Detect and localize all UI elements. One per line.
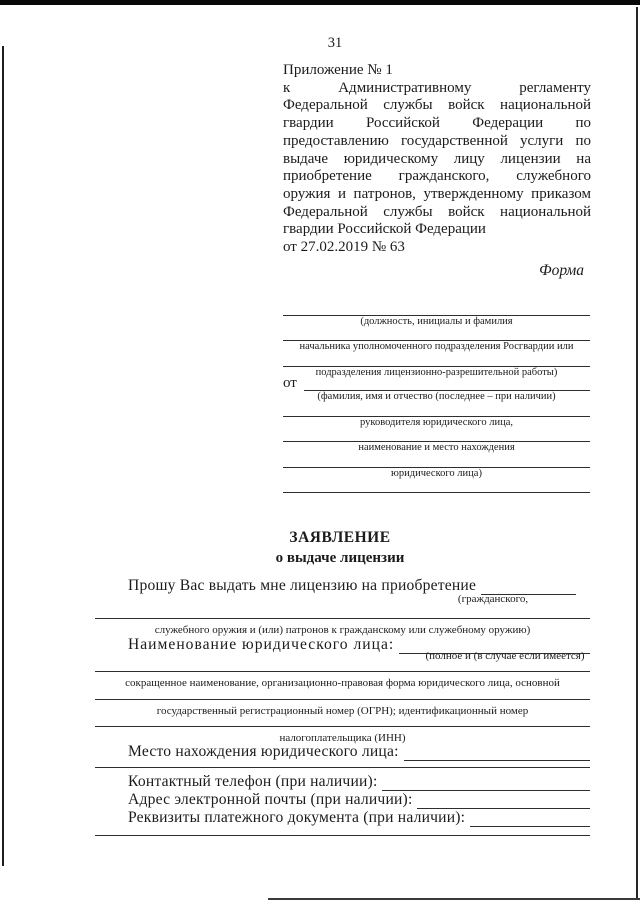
application-subtitle: о выдаче лицензии (275, 550, 405, 566)
blank-line (283, 301, 590, 316)
field-caption: сокращенное наименование, организационно-правовая форма юридического лица, основной (125, 677, 560, 689)
addressee-block (283, 301, 590, 503)
blank-line (95, 618, 590, 619)
blank-line (95, 671, 590, 672)
payment-line (95, 809, 590, 827)
blank-line (283, 402, 590, 417)
appendix-line: гвардии Российской Федерации по (283, 115, 591, 132)
phone-label: Контактный телефон (при наличии): (128, 773, 378, 790)
blank-line (283, 478, 590, 493)
addressee-field (283, 402, 590, 427)
appendix-header (283, 62, 591, 257)
from-prefix: от (283, 374, 297, 391)
scan-edge-right (636, 7, 638, 898)
addressee-field (283, 427, 590, 452)
blank-line (283, 453, 590, 468)
application-title: ЗАЯВЛЕНИЕ (289, 529, 391, 546)
phone-line (95, 773, 590, 791)
blank-line (283, 326, 590, 341)
request-text: Прошу Вас выдать мне лицензию на приобретение (128, 577, 477, 594)
email-label: Адрес электронной почты (при наличии): (128, 791, 413, 808)
blank-line (304, 376, 590, 391)
page-number: 31 (327, 35, 343, 51)
addressee-field (283, 326, 590, 351)
blank-line (95, 767, 590, 768)
appendix-line: к Административному регламенту (283, 79, 591, 96)
scan-edge-left (2, 46, 4, 866)
field-caption: налогоплательщика (ИНН) (279, 732, 406, 744)
blank-line (382, 772, 590, 791)
field-caption: (полное и (в случае если имеется) (425, 650, 585, 662)
addressee-field (283, 352, 590, 377)
field-caption: служебного оружия и (или) патронов к гражданскому или служебному оружию) (154, 624, 531, 636)
form-label: Форма (539, 262, 584, 279)
name-label: Наименование юридического лица: (128, 636, 395, 653)
field-caption: государственный регистрационный номер (ОГРН); идентификационный номер (156, 705, 529, 717)
field-caption: юридического лица) (391, 467, 482, 479)
field-caption: руководителя юридического лица, (360, 417, 513, 429)
appendix-line: предоставлению государственной услуги по (283, 132, 591, 149)
addressee-field (283, 478, 590, 503)
appendix-line: оружия и патронов, утвержденному приказом (283, 185, 591, 202)
blank-line (95, 726, 590, 727)
blank-line (95, 699, 590, 700)
blank-line (417, 790, 590, 809)
blank-line (470, 808, 590, 827)
location-line (95, 743, 590, 761)
scan-edge-bottom (268, 898, 640, 900)
blank-line (283, 427, 590, 442)
field-caption: подразделения лицензионно-разрешительной работы) (315, 366, 558, 378)
email-line (95, 791, 590, 809)
blank-line (95, 835, 590, 836)
addressee-field-from (283, 374, 590, 402)
appendix-line: Федеральной службы войск национальной (283, 97, 591, 114)
blank-line (283, 352, 590, 367)
addressee-field (283, 453, 590, 478)
field-caption: (гражданского, (457, 593, 529, 605)
payment-label: Реквизиты платежного документа (при наличии): (128, 809, 466, 826)
scan-edge-top (0, 0, 640, 5)
appendix-line: Приложение № 1 (283, 62, 393, 78)
appendix-line: выдаче юридическому лицу лицензии на (283, 150, 591, 167)
field-caption: (должность, инициалы и фамилия (360, 316, 513, 327)
location-label: Место нахождения юридического лица: (128, 743, 399, 760)
field-caption: начальника уполномоченного подразделения Росгвардии или (299, 341, 574, 353)
appendix-line: приобретение гражданского, служебного (283, 168, 591, 185)
appendix-line: гвардии Российской Федерации (283, 221, 486, 238)
field-caption: наименование и место нахождения (358, 442, 515, 454)
appendix-order-date: от 27.02.2019 № 63 (283, 239, 405, 256)
appendix-line: Федеральной службы войск национальной (283, 203, 591, 220)
field-caption: (фамилия, имя и отчество (последнее – при наличии) (317, 390, 556, 402)
blank-line (404, 742, 590, 761)
addressee-field (283, 301, 590, 326)
